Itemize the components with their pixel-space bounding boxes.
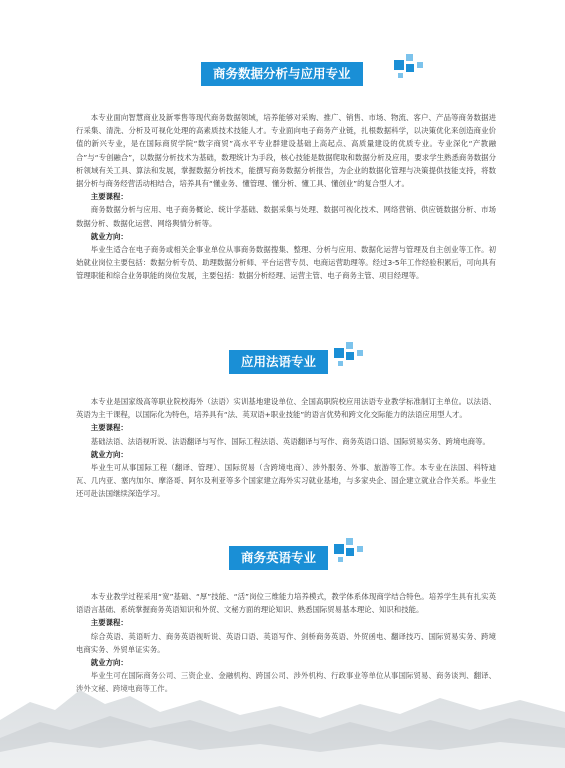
intro-paragraph: 本专业教学过程采用“宽”基础、“厚”技能、“活”岗位三维能力培养模式，教学体系体现商学结合特色。培养学生具有扎实英语语言基础、系统掌握商务英语知识和外贸、文秘方面的理论知识、熟悉国际贸易基本理论、知识和技能。 — [76, 592, 496, 615]
jobs-label: 就业方向： — [90, 231, 128, 241]
section-header — [76, 52, 496, 92]
jobs-label: 就业方向： — [90, 449, 128, 459]
intro-paragraph: 本专业是国家级高等职业院校海外（法语）实训基地建设单位、全国高职院校应用法语专业教学标准制订主单位。以法语、英语为主干课程，以国际化为特色，培养具有“法、英双语+职业技能”的语言优势和跨文化交际能力的法语应用型人才。 — [76, 397, 496, 420]
courses-label: 主要课程： — [90, 423, 128, 433]
jobs-label: 就业方向： — [90, 658, 128, 668]
section-ecommerce-data — [76, 52, 496, 283]
courses-label: 主要课程： — [90, 618, 128, 628]
courses-label: 主要课程： — [90, 192, 128, 202]
section-title: 商务数据分析与应用专业 — [201, 62, 363, 86]
courses-paragraph: 综合英语、英语听力、商务英语视听说、英语口语、英语写作、剑桥商务英语、外贸函电、翻译技巧、国际贸易实务、跨境电商实务、外贸单证实务。 — [76, 631, 496, 654]
mountain-landscape-decoration — [0, 660, 565, 768]
intro-paragraph: 本专业面向智慧商业及新零售等现代商务数据领域，培养能够对采购、推广、销售、市场、物流、客户、产品等商务数据进行采集、清洗、分析及可视化处理的高素质技术技能人才。专业面向电子商务产业链，扎根数据科学，以决策优化来创造商业价值的新兴专业，是在国际商贸学院“数字商贸”高水平专业群建设基础上高起点、高质量建设的优质专业。专业深化“产教融合”与“专创融合”，以数据分析技术为基础，数理统计为手段，核心技能是数据爬取和数据分析及应用，要求学生熟悉商务数据分析领域有关工具、算法和发展，掌握数据分析技术，能撰写商务数据分析报告，为企业的数据化管理与决策提供技能支持，将数据分析与商务经营活动相结合，培养具有“懂业务、懂管理、懂分析、懂工具、懂创业”的复合型人才。 — [76, 113, 496, 189]
section-title: 商务英语专业 — [229, 546, 328, 570]
section-body — [76, 111, 496, 283]
section-header — [76, 340, 496, 380]
section-header — [76, 536, 496, 576]
jobs-paragraph: 毕业生适合在电子商务或相关企事业单位从事商务数据搜集、整理、分析与应用、数据化运营与管理及自主创业等工作。初始就业岗位主要包括：数据分析专员、助理数据分析师、平台运营专员、电商运营助理等。经过3-5年工作经验积累后，可向具有管理职能和综合业务职能的岗位发展，主要包括：数据分析经理、运营主管、电子商务主管、项目经理等。 — [76, 245, 496, 281]
courses-paragraph: 基础法语、法语视听说、法语翻译与写作、国际工程法语、英语翻译与写作、商务英语口语、国际贸易实务、跨境电商等。 — [90, 436, 490, 446]
jobs-paragraph: 毕业生可从事国际工程（翻译、管理）、国际贸易（含跨境电商）、涉外服务、外事、旅游等工作。本专业在法国、科特迪瓦、几内亚、塞内加尔、摩洛哥、阿尔及利亚等多个国家建立海外实习就业基地，与多家央企、国企建立就业合作关系。毕业生还可赴法国继续深造学习。 — [76, 463, 496, 499]
section-applied-french — [76, 340, 496, 501]
jobs-paragraph: 毕业生可在国际商务公司、三资企业、金融机构、跨国公司、涉外机构、行政事业等单位从事国际贸易、商务谈判、翻译、涉外文秘、跨境电商等工作。 — [76, 671, 496, 694]
section-body — [76, 395, 496, 501]
courses-paragraph: 商务数据分析与应用、电子商务概论、统计学基础、数据采集与处理、数据可视化技术、网络营销、供应链数据分析、市场数据分析、数据化运营、网络舆情分析等。 — [76, 205, 496, 228]
section-title: 应用法语专业 — [229, 350, 328, 374]
